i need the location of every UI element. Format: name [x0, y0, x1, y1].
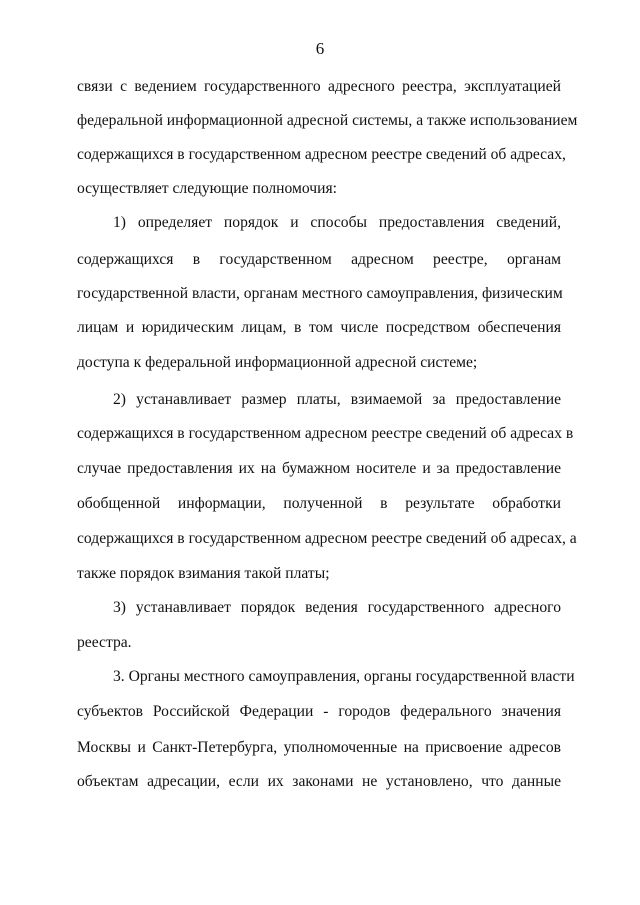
- text-line: доступа к федеральной информационной адресной системе;: [77, 354, 478, 371]
- text-line: случае предоставления их на бумажном носителе и за предоставление: [77, 460, 561, 477]
- text-line: связи с ведением государственного адресного реестра, эксплуатацией: [77, 78, 561, 95]
- page-number: 6: [315, 39, 325, 58]
- text-line: содержащихся в государственном адресном реестре сведений об адресах,: [77, 146, 566, 163]
- text-line: содержащихся в государственном адресном реестре сведений об адресах, а: [77, 530, 577, 547]
- text-line: 3) устанавливает порядок ведения государственного адресного: [113, 599, 561, 616]
- text-line: содержащихся в государственном адресном реестре, органам: [77, 251, 561, 268]
- text-line: содержащихся в государственном адресном реестре сведений об адресах в: [77, 425, 574, 442]
- text-line: федеральной информационной адресной системы, а также использованием: [77, 112, 578, 129]
- text-line: 3. Органы местного самоуправления, органы государственной власти: [113, 668, 575, 685]
- text-line: обобщенной информации, полученной в результате обработки: [77, 495, 561, 512]
- text-line: 1) определяет порядок и способы предоставления сведений,: [113, 214, 561, 231]
- text-line: осуществляет следующие полномочия:: [77, 180, 337, 197]
- text-line: также порядок взимания такой платы;: [77, 565, 330, 582]
- text-line: объектам адресации, если их законами не установлено, что данные: [77, 773, 561, 790]
- text-line: лицам и юридическим лицам, в том числе посредством обеспечения: [77, 319, 561, 336]
- text-line: субъектов Российской Федерации - городов федерального значения: [77, 703, 561, 720]
- text-line: реестра.: [77, 634, 132, 651]
- text-line: 2) устанавливает размер платы, взимаемой за предоставление: [113, 391, 561, 408]
- text-line: Москвы и Санкт-Петербурга, уполномоченные на присвоение адресов: [77, 739, 561, 756]
- text-line: государственной власти, органам местного самоуправления, физическим: [77, 285, 563, 302]
